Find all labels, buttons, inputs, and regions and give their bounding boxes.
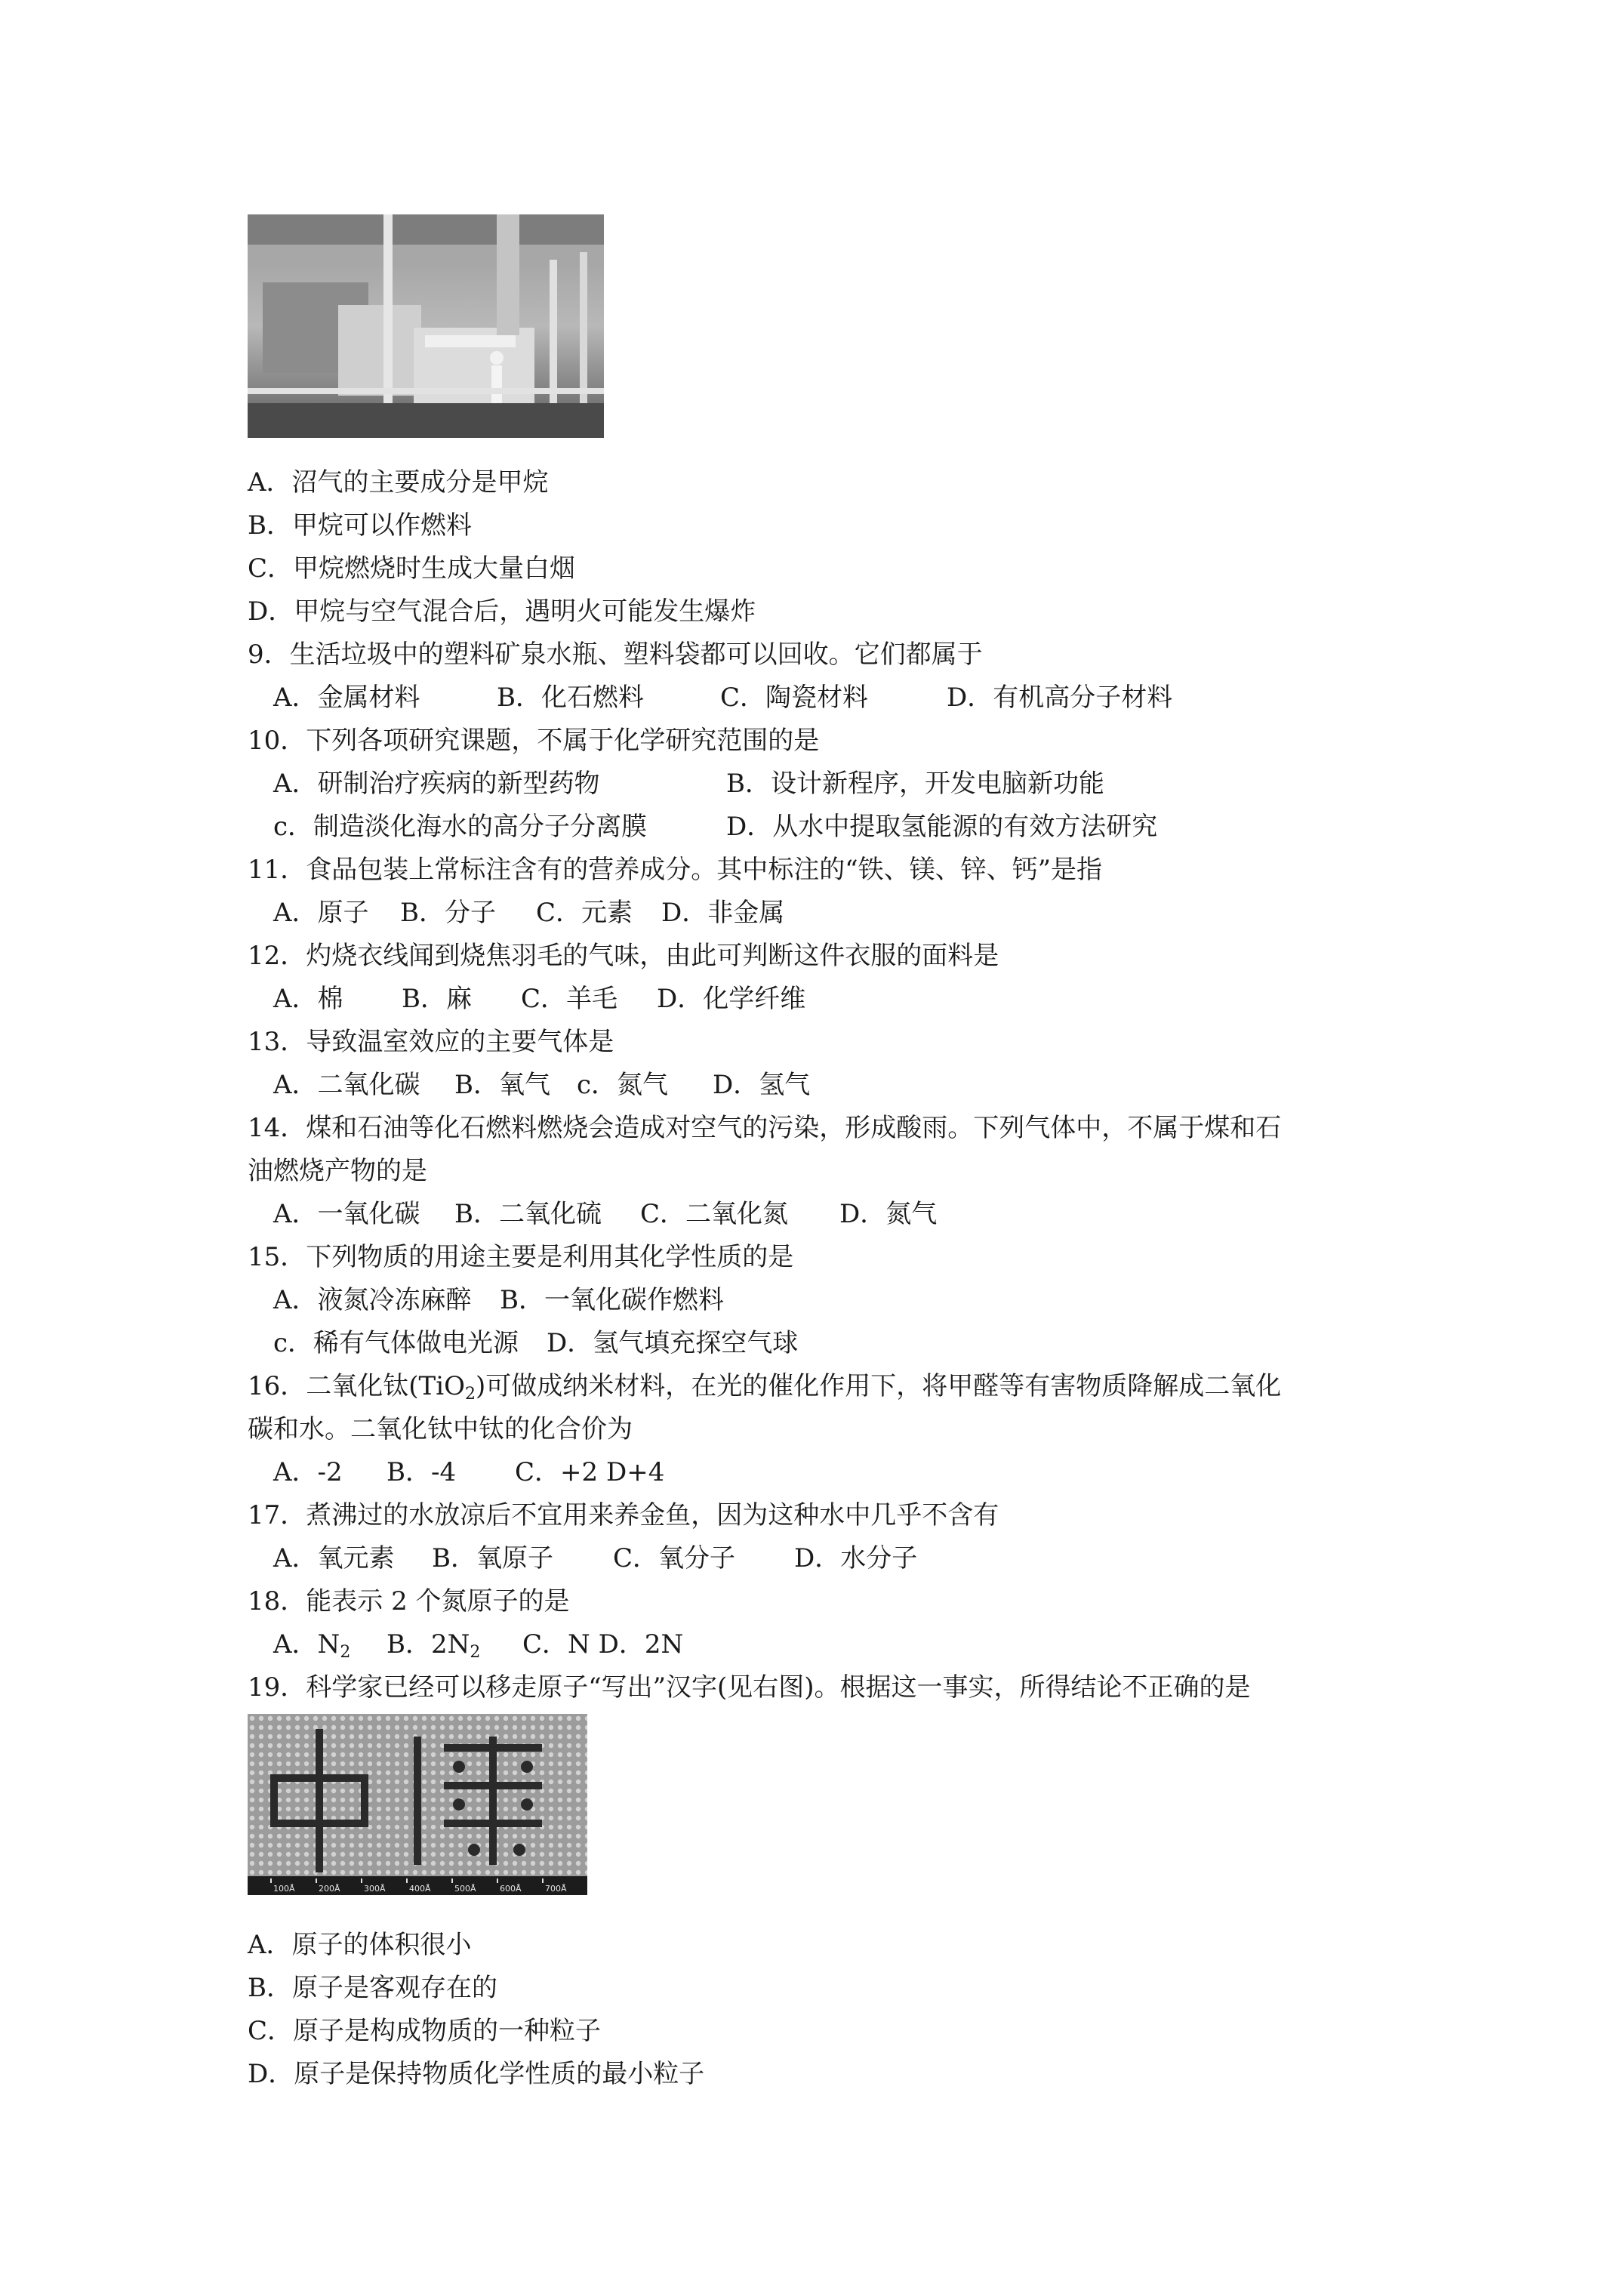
q19-option-c: C．原子是构成物质的一种粒子: [248, 2016, 602, 2046]
q12-stem: 12．灼烧衣线闻到烧焦羽毛的气味，由此可判断这件衣服的面料是: [248, 941, 999, 971]
q11-stem: 11．食品包装上常标注含有的营养成分。其中标注的“铁、镁、锌、钙”是指: [248, 855, 1103, 885]
q18-option-a-subscript: 2: [340, 1643, 351, 1662]
q18-option-a: [273, 1629, 387, 1660]
q15-option-a: A．液氮冷冻麻醉: [273, 1285, 472, 1315]
scale-label: 400Å: [409, 1884, 431, 1894]
q12-option-d: D．化学纤维: [657, 984, 806, 1014]
q9-option-c: C．陶瓷材料: [720, 683, 869, 713]
q17-option-d: D．水分子: [794, 1543, 918, 1573]
q15-option-b: B．一氧化碳作燃料: [500, 1285, 724, 1315]
q9-option-a: A．金属材料: [273, 683, 420, 713]
q19-option-a: A．原子的体积很小: [248, 1930, 472, 1960]
q11-option-b: B．分子: [400, 898, 496, 928]
q18-stem: 18．能表示 2 个氮原子的是: [248, 1586, 570, 1616]
q11-options: [273, 898, 784, 928]
scale-tick: [270, 1878, 272, 1883]
q18-option-a-base: A．N: [273, 1629, 340, 1660]
q10-option-b: B．设计新程序，开发电脑新功能: [726, 769, 1104, 799]
q15-options-row2: [273, 1328, 798, 1358]
q14-option-d: D．氮气: [839, 1199, 938, 1229]
q16-option-cd: C．+2 D+4: [515, 1457, 665, 1487]
q17-option-a: A．氧元素: [273, 1543, 395, 1573]
q15-option-c: c．稀有气体做电光源: [273, 1328, 519, 1358]
q16-option-a: A．-2: [273, 1457, 343, 1487]
q14-option-b: B．二氧化硫: [454, 1199, 602, 1229]
scale-tick: [406, 1878, 408, 1883]
prev-option-b: B．甲烷可以作燃料: [248, 510, 472, 541]
q18-options: [273, 1629, 683, 1660]
scale-label: 200Å: [319, 1884, 340, 1894]
scale-tick: [451, 1878, 453, 1883]
q17-stem: 17．煮沸过的水放凉后不宜用来养金鱼，因为这种水中几乎不含有: [248, 1500, 999, 1530]
q12-option-a: A．棉: [273, 984, 343, 1014]
q12-option-b: B．麻: [402, 984, 472, 1014]
q19-option-b: B．原子是客观存在的: [248, 1973, 497, 2003]
q18-option-b-subscript: 2: [470, 1643, 481, 1662]
q14-option-c: C．二氧化氮: [640, 1199, 789, 1229]
prev-option-d: D．甲烷与空气混合后，遇明火可能发生爆炸: [248, 596, 756, 627]
q12-option-c: C．羊毛: [521, 984, 618, 1014]
q13-option-b: B．氧气: [454, 1070, 550, 1100]
q16-stem-line1: [248, 1371, 1282, 1404]
scale-tick: [542, 1878, 544, 1883]
q11-option-c: C．元素: [536, 898, 633, 928]
q19-stem: 19．科学家已经可以移走原子“写出”汉字(见右图)。根据这一事实，所得结论不正确的是: [248, 1672, 1251, 1703]
q18-option-cd: C．N D．2N: [522, 1629, 684, 1660]
biogas-plant-photo: [248, 214, 604, 438]
q14-option-a: A．一氧化碳: [273, 1199, 420, 1229]
atom-writing-stm-image: [248, 1714, 587, 1895]
q14-stem-line1: 14．煤和石油等化石燃料燃烧会造成对空气的污染，形成酸雨。下列气体中，不属于煤和石: [248, 1113, 1282, 1143]
q16-option-b: B．-4: [387, 1457, 457, 1487]
q13-option-c: c．氮气: [577, 1070, 669, 1100]
q15-stem: 15．下列物质的用途主要是利用其化学性质的是: [248, 1242, 794, 1272]
q16-stem-subscript: 2: [464, 1385, 476, 1404]
scale-tick: [497, 1878, 498, 1883]
scale-label: 100Å: [273, 1884, 295, 1894]
q12-options: [273, 984, 805, 1014]
q14-stem-line2: 油燃烧产物的是: [248, 1156, 427, 1186]
q10-option-d: D．从水中提取氢能源的有效方法研究: [726, 812, 1158, 842]
scale-label: 300Å: [364, 1884, 386, 1894]
q16-stem-part2: )可做成纳米材料，在光的催化作用下，将甲醛等有害物质降解成二氧化: [475, 1371, 1282, 1401]
q9-option-d: D．有机高分子材料: [947, 683, 1173, 713]
q13-option-a: A．二氧化碳: [273, 1070, 420, 1100]
scale-tick: [361, 1878, 362, 1883]
q10-stem: 10．下列各项研究课题，不属于化学研究范围的是: [248, 726, 820, 756]
q9-stem: 9．生活垃圾中的塑料矿泉水瓶、塑料袋都可以回收。它们都属于: [248, 639, 983, 670]
q9-options: [273, 683, 1172, 713]
scale-label: 700Å: [545, 1884, 567, 1894]
q17-option-b: B．氧原子: [432, 1543, 553, 1573]
q10-options-row2: [273, 812, 1157, 842]
prev-option-a: A．沼气的主要成分是甲烷: [248, 467, 549, 498]
q9-option-b: B．化石燃料: [497, 683, 644, 713]
q10-option-c: c．制造淡化海水的高分子分离膜: [273, 812, 648, 842]
q17-option-c: C．氧分子: [613, 1543, 736, 1573]
q10-option-a: A．研制治疗疾病的新型药物: [273, 769, 600, 799]
q13-option-d: D．氢气: [713, 1070, 811, 1100]
q13-options: [273, 1070, 810, 1100]
q18-option-b: [387, 1629, 522, 1660]
scale-tick: [316, 1878, 317, 1883]
q15-option-d: D．氢气填充探空气球: [547, 1328, 799, 1358]
q18-option-b-base: B．2N: [387, 1629, 470, 1660]
q14-options: [273, 1199, 937, 1229]
q13-stem: 13．导致温室效应的主要气体是: [248, 1027, 614, 1057]
q16-stem-part1: 16．二氧化钛(TiO: [248, 1371, 465, 1401]
q10-options-row1: [273, 769, 1104, 799]
q16-stem-line2: 碳和水。二氧化钛中钛的化合价为: [248, 1414, 633, 1444]
scale-label: 600Å: [500, 1884, 522, 1894]
q15-options-row1: [273, 1285, 724, 1315]
q19-option-d: D．原子是保持物质化学性质的最小粒子: [248, 2059, 705, 2089]
scale-label: 500Å: [454, 1884, 476, 1894]
q17-options: [273, 1543, 917, 1573]
q16-options: [273, 1457, 664, 1487]
q11-option-a: A．原子: [273, 898, 369, 928]
prev-option-c: C．甲烷燃烧时生成大量白烟: [248, 553, 576, 584]
q11-option-d: D．非金属: [661, 898, 785, 928]
